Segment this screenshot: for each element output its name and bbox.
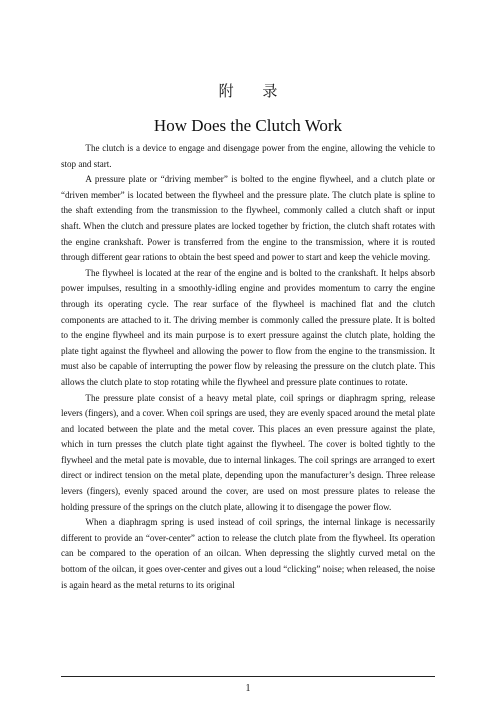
article-body xyxy=(61,141,435,593)
paragraph: The pressure plate consist of a heavy metal plate, coil springs or diaphragm spring, release levers (fingers), and a cover. When coil springs are used, they are evenly spaced around the metal plate and located between the plate and the metal cover. This places an even pressure against the plate, which in turn presses the clutch plate tight against the flywheel. The cover is bolted tightly to the flywheel and the metal pate is movable, due to internal linkages. The coil springs are arranged to exert direct or indirect tension on the metal plate, depending upon the manufacturer’s design. Three release levers (fingers), evenly spaced around the cover, are used on most pressure plates to release the holding pressure of the springs on the clutch plate, allowing it to disengage the power flow. xyxy=(61,392,435,512)
article-title: How Does the Clutch Work xyxy=(153,116,343,135)
paragraph: The clutch is a device to engage and disengage power from the engine, allowing the vehicle to stop and start. xyxy=(61,143,435,169)
page-number: 1 xyxy=(245,683,251,694)
paragraph: The flywheel is located at the rear of the engine and is bolted to the crankshaft. It helps absorb power impulses, resulting in a smoothly-idling engine and provides momentum to carry the engine through its operating cycle. The rear surface of the flywheel is machined flat and the clutch components are attached to it. The driving member is commonly called the pressure plate. It is bolted to the engine flywheel and its main purpose is to exert pressure against the clutch plate, holding the plate tight against the flywheel and allowing the power to flow from the engine to the transmission. It must also be capable of interrupting the power flow by releasing the pressure on the clutch plate. This allows the clutch plate to stop rotating while the flywheel and pressure plate continues to rotate. xyxy=(61,267,435,387)
footer-divider xyxy=(61,676,435,677)
paragraph: When a diaphragm spring is used instead of coil springs, the internal linkage is necessarily different to provide an “over-center” action to release the clutch plate from the flywheel. Its operation can be compared to the operation of an oilcan. When depressing the slightly curved metal on the bottom of the oilcan, it goes over-center and gives out a loud “clicking” noise; when released, the noise is again heard as the metal returns to its original xyxy=(61,517,435,590)
paragraph: A pressure plate or “driving member” is bolted to the engine flywheel, and a clutch plate or “driven member” is located between the flywheel and the pressure plate. The clutch plate is spline to the shaft extending from the transmission to the flywheel, commonly called a clutch shaft or input shaft. When the clutch and pressure plates are locked together by friction, the clutch shaft rotates with the engine crankshaft. Power is transferred from the engine to the transmission, where it is routed through different gear rations to obtain the best speed and power to start and keep the vehicle moving. xyxy=(61,174,435,263)
appendix-heading: 附 录 xyxy=(218,82,290,100)
